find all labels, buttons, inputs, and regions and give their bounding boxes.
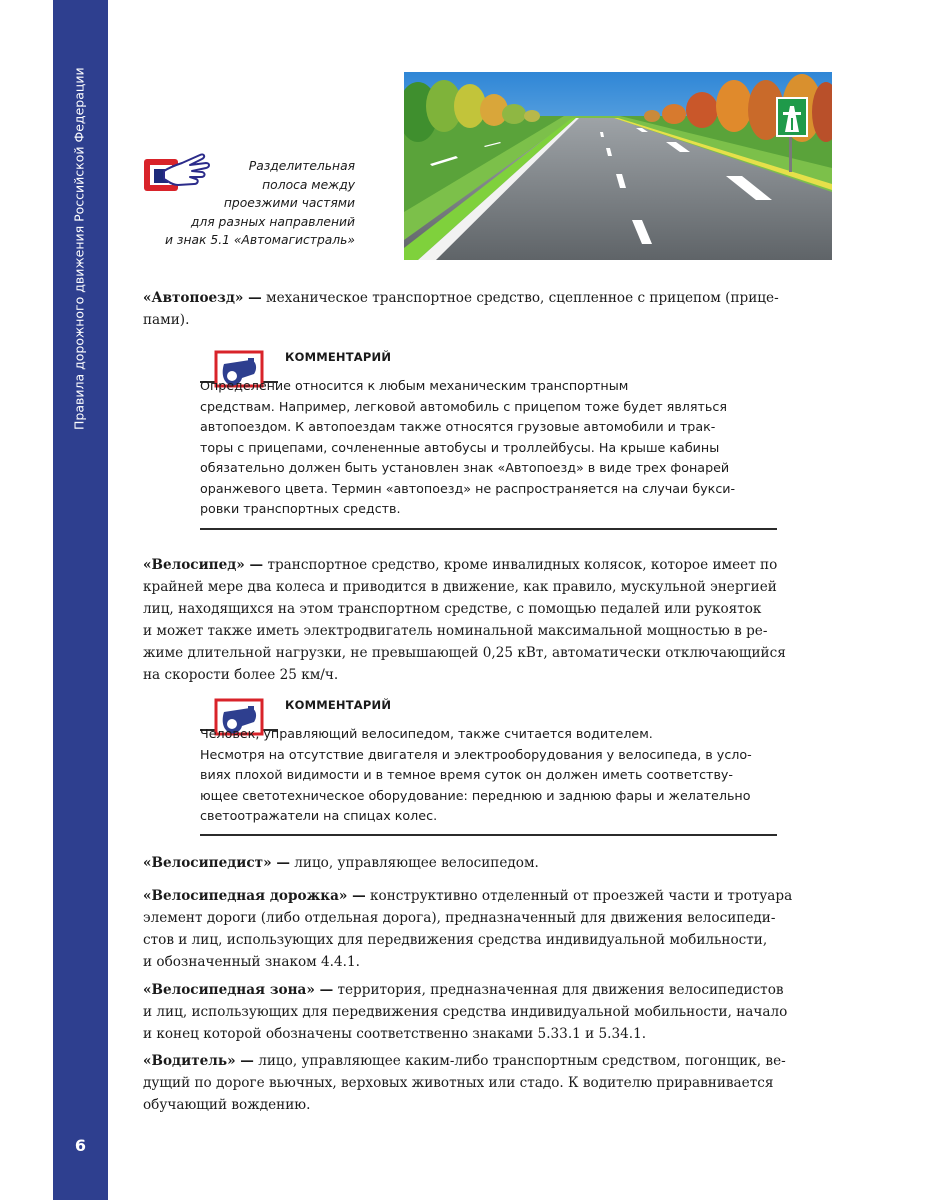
definition-velosipednaya-zona <box>143 979 833 1045</box>
definition-text: транспортное средство, кроме инвалидных колясок, которое имеет по крайней мере два колеса и приводится в движение, как правило, мускульной энергией лиц, находящихся на этом транспортном средстве, с помощью педалей или рукояток и может также иметь электродвигатель номинальной максимальной мощностью в ре- жиме длительной нагрузки, не превышающей 0,25 кВт, автоматически отключающийся на скорости более 25 км/ч. <box>143 557 786 683</box>
figure-caption-block <box>140 147 395 262</box>
figure-caption: Разделительная полоса между проезжими частями для разных направлений и знак 5.1 «Автомагистраль» <box>165 159 355 247</box>
definition-voditel <box>143 1050 833 1116</box>
comment-text: Определение относится к любым механическим транспортным средствам. Например, легковой автомобиль с прицепом тоже будет являться автопоездом. К автопоездам также относятся грузовые автомобили и трак- торы с прицепами, сочлененные автобусы и троллейбусы. На крыше кабины обязательно должен быть установлен знак «Автопоезд» в виде трех фонарей оранжевого цвета. Термин «автопоезд» не распространяется на случаи букси- ровки транспортных средств. <box>200 378 736 516</box>
definition-text: территория, предназначенная для движения велосипедистов и лиц, использующих для передвижения средства индивидуальной мобильности, начало и конец которой обозначены соответственно знаками 5.33.1 и 5.34.1. <box>143 982 788 1042</box>
term: «Велосипедист» — <box>143 855 290 871</box>
term: «Автопоезд» — <box>143 290 262 306</box>
definition-text: лицо, управляющее велосипедом. <box>289 855 539 871</box>
definition-velosipednaya-dorozhka <box>143 885 833 973</box>
definition-velosiped <box>143 554 833 686</box>
definition-text: лицо, управляющее каким-либо транспортным средством, погонщик, ве- дущий по дороге вьючных, верховых животных или стадо. К водителю приравнивается обучающий вождению. <box>143 1053 786 1113</box>
divider <box>200 528 777 530</box>
comment-box <box>200 698 777 838</box>
term: «Велосипедная дорожка» — <box>143 888 366 904</box>
comment-box <box>200 350 777 530</box>
sidebar-title: Правила дорожного движения Российской Федерации <box>71 67 87 430</box>
comment-heading: КОММЕНТАРИЙ <box>285 698 392 712</box>
page-number: 6 <box>74 1136 87 1155</box>
definition-text: механическое транспортное средство, сцепленное с прицепом (прице- пами). <box>143 290 779 328</box>
comment-text: Человек, управляющий велосипедом, также считается водителем. Несмотря на отсутствие двигателя и электрооборудования у велосипеда, в усло- виях плохой видимости и в темное время суток он должен иметь соответству- ющее светотехническое оборудование: переднюю и заднюю фары и желательно светоотражатели на спицах колес. <box>200 726 752 823</box>
definition-avtopoezd <box>143 287 833 331</box>
term: «Велосипедная зона» — <box>143 982 334 998</box>
motorway-photo <box>404 72 832 260</box>
divider <box>200 834 777 836</box>
definition-text: конструктивно отделенный от проезжей части и тротуара элемент дороги (либо отдельная дорога), предназначенный для движения велосипеди- стов и лиц, использующих для передвижения средства индивидуальной мобильности, и обозначенный знаком 4.4.1. <box>143 888 793 970</box>
term: «Велосипед» — <box>143 557 264 573</box>
comment-heading: КОММЕНТАРИЙ <box>285 350 392 364</box>
definition-velosipedist <box>143 852 833 874</box>
term: «Водитель» — <box>143 1053 254 1069</box>
